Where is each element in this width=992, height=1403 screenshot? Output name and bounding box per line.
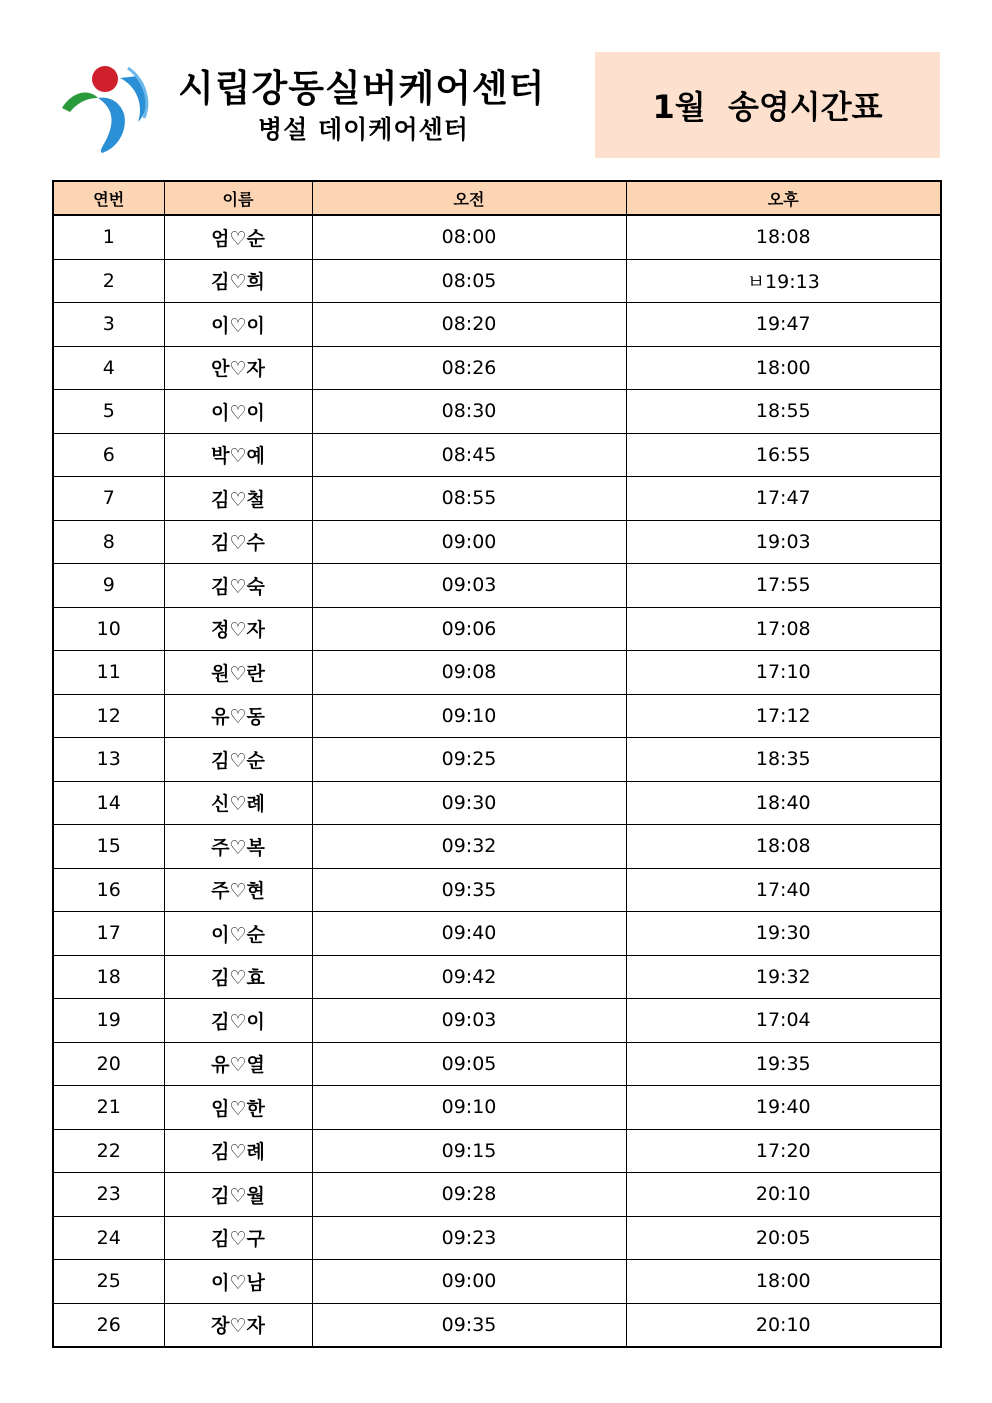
row-number: 23	[53, 1173, 164, 1217]
table-row	[53, 1129, 941, 1173]
row-name: 이♡이	[164, 390, 312, 434]
table-row	[53, 868, 941, 912]
table-row	[53, 1216, 941, 1260]
row-pm-time: 18:00	[626, 346, 941, 390]
row-am-time: 09:25	[312, 738, 626, 782]
row-am-time: 08:30	[312, 390, 626, 434]
row-name: 김♡월	[164, 1173, 312, 1217]
row-number: 17	[53, 912, 164, 956]
row-am-time: 09:10	[312, 1086, 626, 1130]
table-row	[53, 781, 941, 825]
table-row	[53, 825, 941, 869]
row-pm-time: 18:35	[626, 738, 941, 782]
table-row	[53, 346, 941, 390]
row-pm-time: 17:47	[626, 477, 941, 521]
row-name: 이♡순	[164, 912, 312, 956]
table-row	[53, 1086, 941, 1130]
row-number: 10	[53, 607, 164, 651]
row-pm-time: 20:10	[626, 1303, 941, 1347]
table-row	[53, 999, 941, 1043]
row-number: 3	[53, 303, 164, 347]
row-name: 엄♡순	[164, 215, 312, 259]
row-name: 김♡수	[164, 520, 312, 564]
row-pm-time: 19:40	[626, 1086, 941, 1130]
column-header-no: 연번	[53, 181, 164, 215]
center-name: 시립강동실버케어센터	[178, 67, 546, 110]
row-name: 김♡희	[164, 259, 312, 303]
row-number: 14	[53, 781, 164, 825]
row-name: 신♡례	[164, 781, 312, 825]
row-number: 1	[53, 215, 164, 259]
row-number: 26	[53, 1303, 164, 1347]
table-row	[53, 520, 941, 564]
row-am-time: 09:23	[312, 1216, 626, 1260]
row-am-time: 09:10	[312, 694, 626, 738]
row-am-time: 08:26	[312, 346, 626, 390]
table-row	[53, 738, 941, 782]
row-name: 김♡순	[164, 738, 312, 782]
row-am-time: 09:00	[312, 520, 626, 564]
row-pm-time: ㅂ19:13	[626, 259, 941, 303]
row-pm-time: 18:08	[626, 215, 941, 259]
row-am-time: 08:05	[312, 259, 626, 303]
row-number: 22	[53, 1129, 164, 1173]
table-row	[53, 477, 941, 521]
row-name: 장♡자	[164, 1303, 312, 1347]
row-am-time: 09:35	[312, 1303, 626, 1347]
row-name: 김♡례	[164, 1129, 312, 1173]
row-number: 15	[53, 825, 164, 869]
table-row	[53, 607, 941, 651]
row-pm-time: 18:55	[626, 390, 941, 434]
row-name: 김♡구	[164, 1216, 312, 1260]
row-am-time: 09:06	[312, 607, 626, 651]
row-number: 21	[53, 1086, 164, 1130]
table-row	[53, 1042, 941, 1086]
row-pm-time: 17:55	[626, 564, 941, 608]
schedule-table	[52, 180, 942, 1348]
row-am-time: 09:42	[312, 955, 626, 999]
row-number: 18	[53, 955, 164, 999]
row-name: 주♡복	[164, 825, 312, 869]
column-header-pm: 오후	[626, 181, 941, 215]
row-number: 19	[53, 999, 164, 1043]
row-am-time: 09:40	[312, 912, 626, 956]
row-am-time: 08:00	[312, 215, 626, 259]
schedule-title-box	[595, 52, 940, 158]
row-name: 원♡란	[164, 651, 312, 695]
table-row	[53, 1260, 941, 1304]
row-number: 24	[53, 1216, 164, 1260]
row-am-time: 08:45	[312, 433, 626, 477]
row-name: 유♡열	[164, 1042, 312, 1086]
row-am-time: 09:28	[312, 1173, 626, 1217]
row-number: 6	[53, 433, 164, 477]
row-pm-time: 19:47	[626, 303, 941, 347]
row-name: 주♡현	[164, 868, 312, 912]
row-name: 이♡이	[164, 303, 312, 347]
row-am-time: 09:30	[312, 781, 626, 825]
row-am-time: 09:00	[312, 1260, 626, 1304]
row-pm-time: 18:00	[626, 1260, 941, 1304]
row-pm-time: 16:55	[626, 433, 941, 477]
row-number: 25	[53, 1260, 164, 1304]
column-header-am: 오전	[312, 181, 626, 215]
row-pm-time: 17:12	[626, 694, 941, 738]
row-am-time: 09:08	[312, 651, 626, 695]
table-row	[53, 1173, 941, 1217]
row-am-time: 09:03	[312, 564, 626, 608]
row-pm-time: 19:03	[626, 520, 941, 564]
row-name: 유♡동	[164, 694, 312, 738]
row-pm-time: 17:04	[626, 999, 941, 1043]
row-name: 안♡자	[164, 346, 312, 390]
row-name: 정♡자	[164, 607, 312, 651]
row-am-time: 08:55	[312, 477, 626, 521]
row-name: 임♡한	[164, 1086, 312, 1130]
table-row	[53, 303, 941, 347]
row-am-time: 09:03	[312, 999, 626, 1043]
row-pm-time: 18:08	[626, 825, 941, 869]
table-row	[53, 651, 941, 695]
row-name: 박♡예	[164, 433, 312, 477]
row-number: 9	[53, 564, 164, 608]
row-number: 20	[53, 1042, 164, 1086]
row-number: 4	[53, 346, 164, 390]
row-number: 13	[53, 738, 164, 782]
center-subtitle: 병설 데이케어센터	[258, 115, 469, 144]
table-row	[53, 433, 941, 477]
table-header-row	[53, 181, 941, 215]
row-am-time: 09:15	[312, 1129, 626, 1173]
row-pm-time: 20:10	[626, 1173, 941, 1217]
row-name: 김♡효	[164, 955, 312, 999]
row-pm-time: 20:05	[626, 1216, 941, 1260]
row-number: 7	[53, 477, 164, 521]
row-am-time: 09:05	[312, 1042, 626, 1086]
center-logo-icon	[58, 58, 158, 154]
schedule-title: 1월 송영시간표	[652, 88, 883, 126]
row-pm-time: 19:30	[626, 912, 941, 956]
row-name: 김♡철	[164, 477, 312, 521]
column-header-name: 이름	[164, 181, 312, 215]
table-row	[53, 564, 941, 608]
row-pm-time: 19:35	[626, 1042, 941, 1086]
table-row	[53, 1303, 941, 1347]
row-pm-time: 17:40	[626, 868, 941, 912]
row-am-time: 08:20	[312, 303, 626, 347]
row-number: 12	[53, 694, 164, 738]
table-row	[53, 259, 941, 303]
row-pm-time: 17:08	[626, 607, 941, 651]
table-row	[53, 955, 941, 999]
row-am-time: 09:35	[312, 868, 626, 912]
row-pm-time: 18:40	[626, 781, 941, 825]
row-number: 8	[53, 520, 164, 564]
row-number: 16	[53, 868, 164, 912]
row-pm-time: 19:32	[626, 955, 941, 999]
row-am-time: 09:32	[312, 825, 626, 869]
row-pm-time: 17:10	[626, 651, 941, 695]
row-pm-time: 17:20	[626, 1129, 941, 1173]
table-row	[53, 390, 941, 434]
row-name: 이♡남	[164, 1260, 312, 1304]
row-name: 김♡숙	[164, 564, 312, 608]
table-row	[53, 694, 941, 738]
row-name: 김♡이	[164, 999, 312, 1043]
table-row	[53, 912, 941, 956]
row-number: 11	[53, 651, 164, 695]
row-number: 5	[53, 390, 164, 434]
row-number: 2	[53, 259, 164, 303]
table-row	[53, 215, 941, 259]
